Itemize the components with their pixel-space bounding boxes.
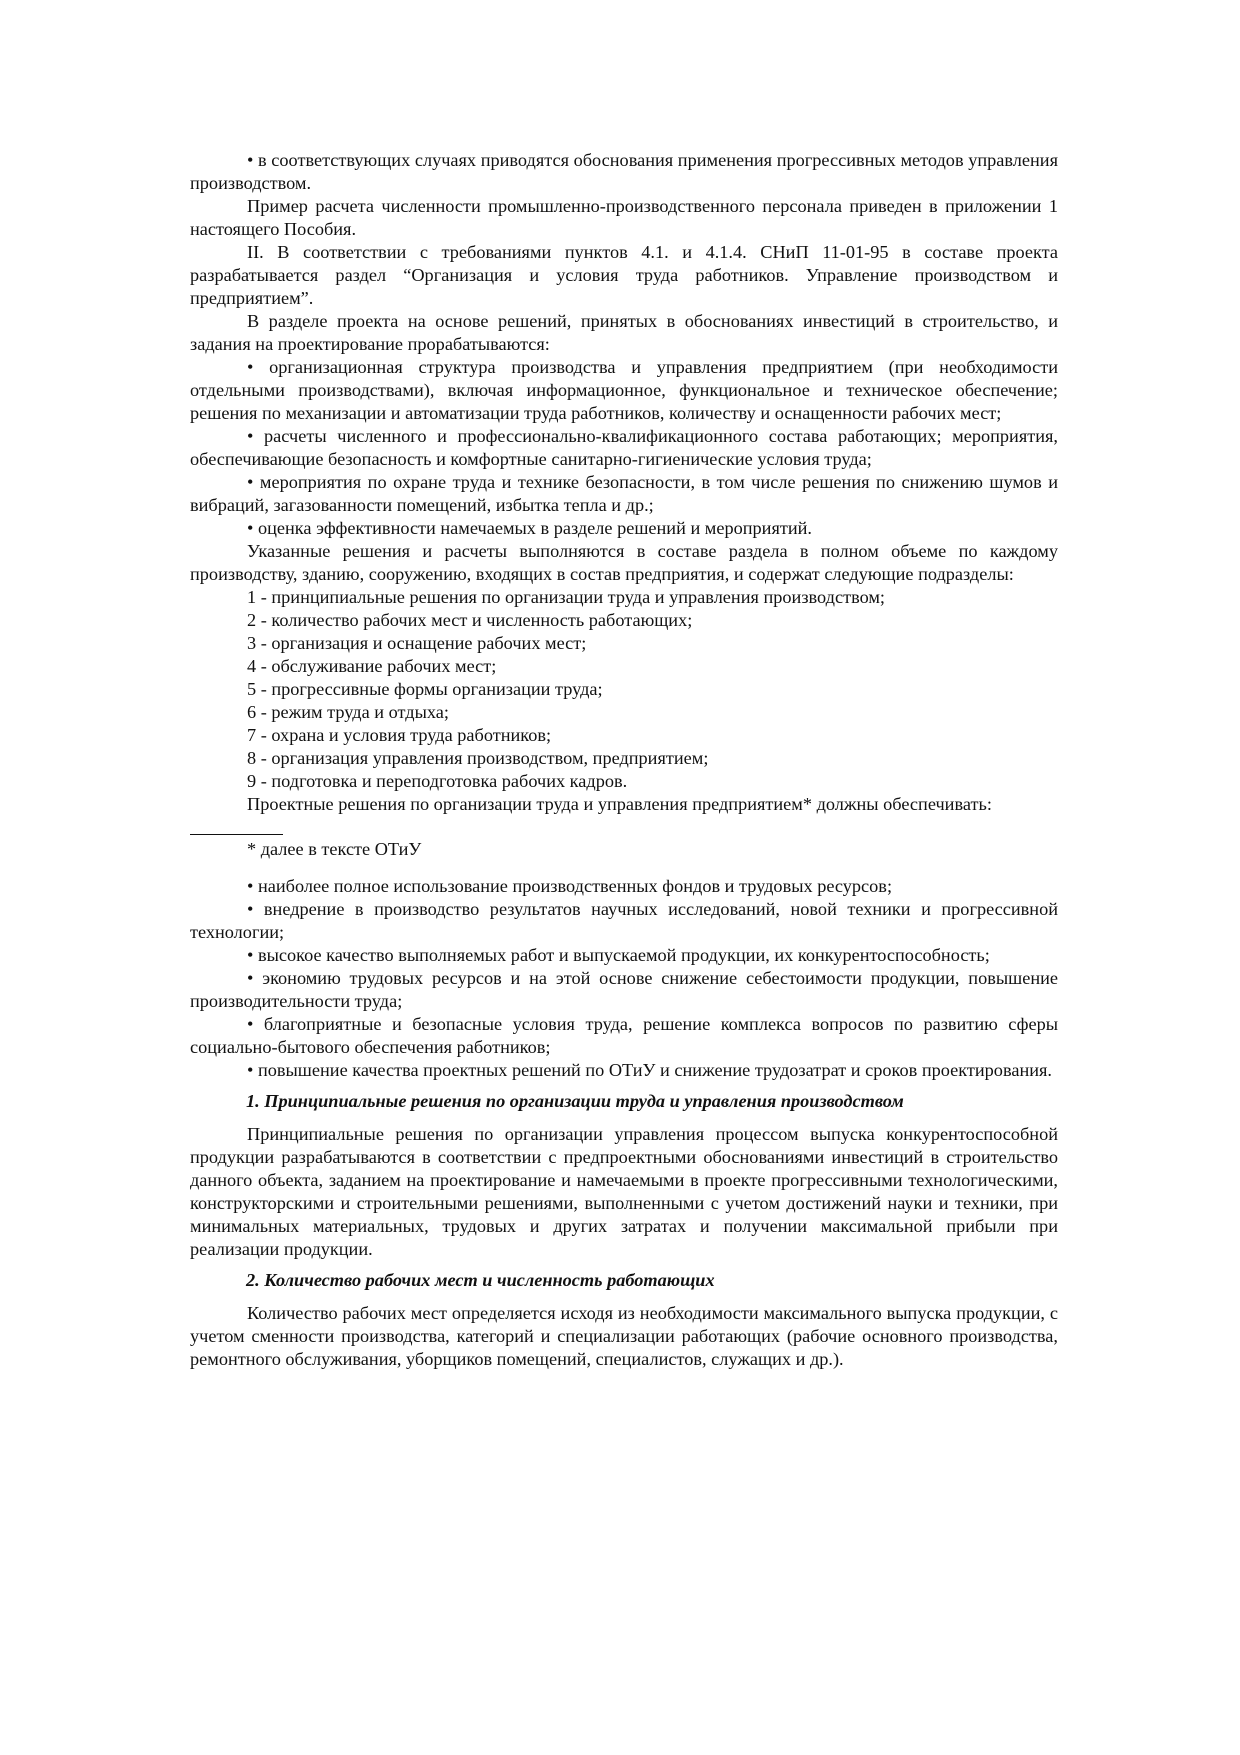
bullet-item: • повышение качества проектных решений по ОТиУ и снижение трудозатрат и сроков проектирования. (247, 1060, 1052, 1080)
bullet-item: • оценка эффективности намечаемых в разделе решений и мероприятий. (247, 518, 813, 538)
paragraph: В разделе проекта на основе решений, принятых в обоснованиях инвестиций в строительство, и задания на проектирование прорабатываются: (190, 311, 1058, 354)
subsection-item: 1 - принципиальные решения по организации труда и управления производством; (247, 587, 886, 607)
paragraph: Пример расчета численности промышленно-производственного персонала приведен в приложении 1 настоящего Пособия. (190, 196, 1058, 239)
section-heading: 1. Принципиальные решения по организации труда и управления производством (246, 1091, 904, 1111)
footnote-separator (190, 834, 283, 835)
subsection-item: 3 - организация и оснащение рабочих мест; (247, 633, 587, 653)
subsection-item: 2 - количество рабочих мест и численность работающих; (247, 610, 693, 630)
bullet-item: • благоприятные и безопасные условия труда, решение комплекса вопросов по развитию сферы социально-бытового обеспечения работников; (190, 1014, 1058, 1057)
subsection-item: 8 - организация управления производством, предприятием; (247, 748, 709, 768)
paragraph: Проектные решения по организации труда и управления предприятием* должны обеспечивать: (247, 794, 992, 814)
bullet-item: • организационная структура производства и управления предприятием (при необходимости отдельными производствами), включая информационное, функциональное и техническое обеспечение; решения по механизации и автоматизации труда работников, количеству и оснащенности рабочих мест; (190, 357, 1058, 423)
bullet-item: • высокое качество выполняемых работ и выпускаемой продукции, их конкурентоспособность; (247, 945, 990, 965)
bullet-item: • мероприятия по охране труда и технике безопасности, в том числе решения по снижению шумов и вибраций, загазованности помещений, избытка тепла и др.; (190, 472, 1058, 515)
paragraph: Принципиальные решения по организации управления процессом выпуска конкурентоспособной продукции разрабатываются в соответствии с предпроектными обоснованиями инвестиций в строительство данного объекта, заданием на проектирование и намечаемыми в проекте прогрессивными технологическими, конструкторскими и строительными решениями, выполненными с учетом достижений науки и техники, при минимальных материальных, трудовых и других затратах и получении максимальной прибыли при реализации продукции. (190, 1124, 1058, 1259)
paragraph: Указанные решения и расчеты выполняются в составе раздела в полном объеме по каждому производству, зданию, сооружению, входящих в состав предприятия, и содержат следующие подразделы: (190, 541, 1058, 584)
paragraph: II. В соответствии с требованиями пунктов 4.1. и 4.1.4. СНиП 11-01-95 в составе проекта разрабатывается раздел “Организация и условия труда работников. Управление производством и предприятием”. (190, 242, 1058, 308)
subsection-item: 7 - охрана и условия труда работников; (247, 725, 552, 745)
footnote: * далее в тексте ОТиУ (247, 839, 422, 859)
bullet-item: • внедрение в производство результатов научных исследований, новой техники и прогрессивной технологии; (190, 899, 1058, 942)
bullet-item: • наиболее полное использование производственных фондов и трудовых ресурсов; (247, 876, 893, 896)
section-heading: 2. Количество рабочих мест и численность работающих (246, 1270, 715, 1290)
document-page (190, 149, 1058, 1371)
subsection-item: 4 - обслуживание рабочих мест; (247, 656, 497, 676)
bullet-item: • экономию трудовых ресурсов и на этой основе снижение себестоимости продукции, повышение производительности труда; (190, 968, 1058, 1011)
bullet-item: • расчеты численного и профессионально-квалификационного состава работающих; мероприятия, обеспечивающие безопасность и комфортные санитарно-гигиенические условия труда; (190, 426, 1058, 469)
subsection-item: 6 - режим труда и отдыха; (247, 702, 449, 722)
spacer (190, 861, 1058, 875)
paragraph: Количество рабочих мест определяется исходя из необходимости максимального выпуска продукции, с учетом сменности производства, категорий и специализации работающих (рабочие основного производства, ремонтного обслуживания, уборщиков помещений, специалистов, служащих и др.). (190, 1303, 1058, 1369)
paragraph: • в соответствующих случаях приводятся обоснования применения прогрессивных методов управления производством. (190, 150, 1058, 193)
subsection-item: 9 - подготовка и переподготовка рабочих кадров. (247, 771, 628, 791)
subsection-item: 5 - прогрессивные формы организации труда; (247, 679, 603, 699)
